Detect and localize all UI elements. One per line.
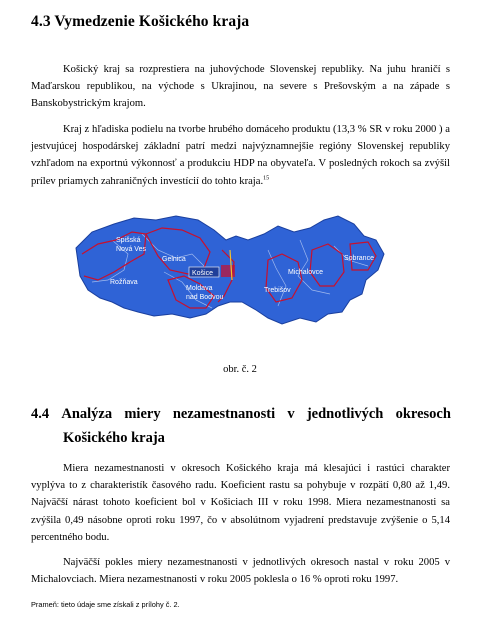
heading-word: nezamestnanosti [172,406,276,422]
kosice-marker [221,265,235,277]
figure-caption: obr. č. 2 [223,364,257,375]
paragraph-unemployment-trend: Miera nezamestnanosti v okresoch Košického kraja má klesajúci i rastúci charakter vyplýva to z charakteristík časového radu. Koeficient rastu sa pohybuje v rozpätí 0,80 až 1,49. Najväčší nárast tohoto koeficient bol v Košiciach III v roku 1998. Miera nezamestnanosti sa zvýšila 0,49 násobne oproti roku 1997, čo v absolútnom vyjadrení predstavuje zvýšenie o 5,14 percentného bodu. [31,463,450,543]
map-label-kosice: Košice [192,270,214,277]
heading-word: okresoch [395,406,451,422]
section-heading-4-4-line-2: Košického kraja [63,430,165,446]
map-label-sobrance: Sobrance [344,255,374,262]
section-heading-4-3: 4.3 Vymedzenie Košického kraja [31,13,250,30]
source-note: Prameň: tieto údaje sme získali z prílohy č. 2. [31,600,180,609]
paragraph-unemployment-decline: Najväčší pokles miery nezamestnanosti v jednotlivých okresoch nastal v roku 2005 v Michalovciach. Miera nezamestnanosti v roku 2005 poklesla o 16 % oproti roku 1997. [31,557,450,586]
heading-word: Analýza [61,406,113,422]
paragraph-region-economy-text: Kraj z hľadiska podielu na tvorbe hrubého domáceho produktu (13,3 % SR v roku 2000 ) a jestvujúcej hospodárskej základní patrí medzi najvýznamnejšie regióny Slovenskej republiky vzhľadom na exportnú výkonnosť a produkciu HDP na obyvateľa. V posledných rokoch sa zvýšil prílev priamych zahraničných investícií do tohto kraja. [31,124,450,187]
heading-word: 4.4 [31,406,50,422]
paragraph-region-location: Košický kraj sa rozprestiera na juhovýchode Slovenskej republiky. Na juhu hraničí s Maďarskou republikou, na východe s Ukrajinou, na severe s Prešovským a na západe s Banskobystrickým krajom. [31,64,450,110]
map-label-michalovce: Michalovce [288,269,324,276]
region-map [72,210,392,370]
map-label-moldava-1: Moldava [186,285,213,292]
map-label-moldava-2: nad Bodvou [186,294,224,301]
footnote-reference: 15 [263,175,270,182]
paragraph-region-economy [31,121,450,190]
heading-word: jednotlivých [306,406,384,422]
map-label-trebisov: Trebišov [264,287,291,294]
map-label-spisska-1: Spišská [116,237,141,244]
map-label-roznava: Rožňava [110,279,138,286]
heading-word: v [287,406,295,422]
heading-word: miery [124,406,161,422]
section-heading-4-4-line-1 [31,406,451,423]
map-label-spisska-2: Nová Ves [116,246,146,253]
map-label-gelnica: Gelnica [162,256,186,263]
